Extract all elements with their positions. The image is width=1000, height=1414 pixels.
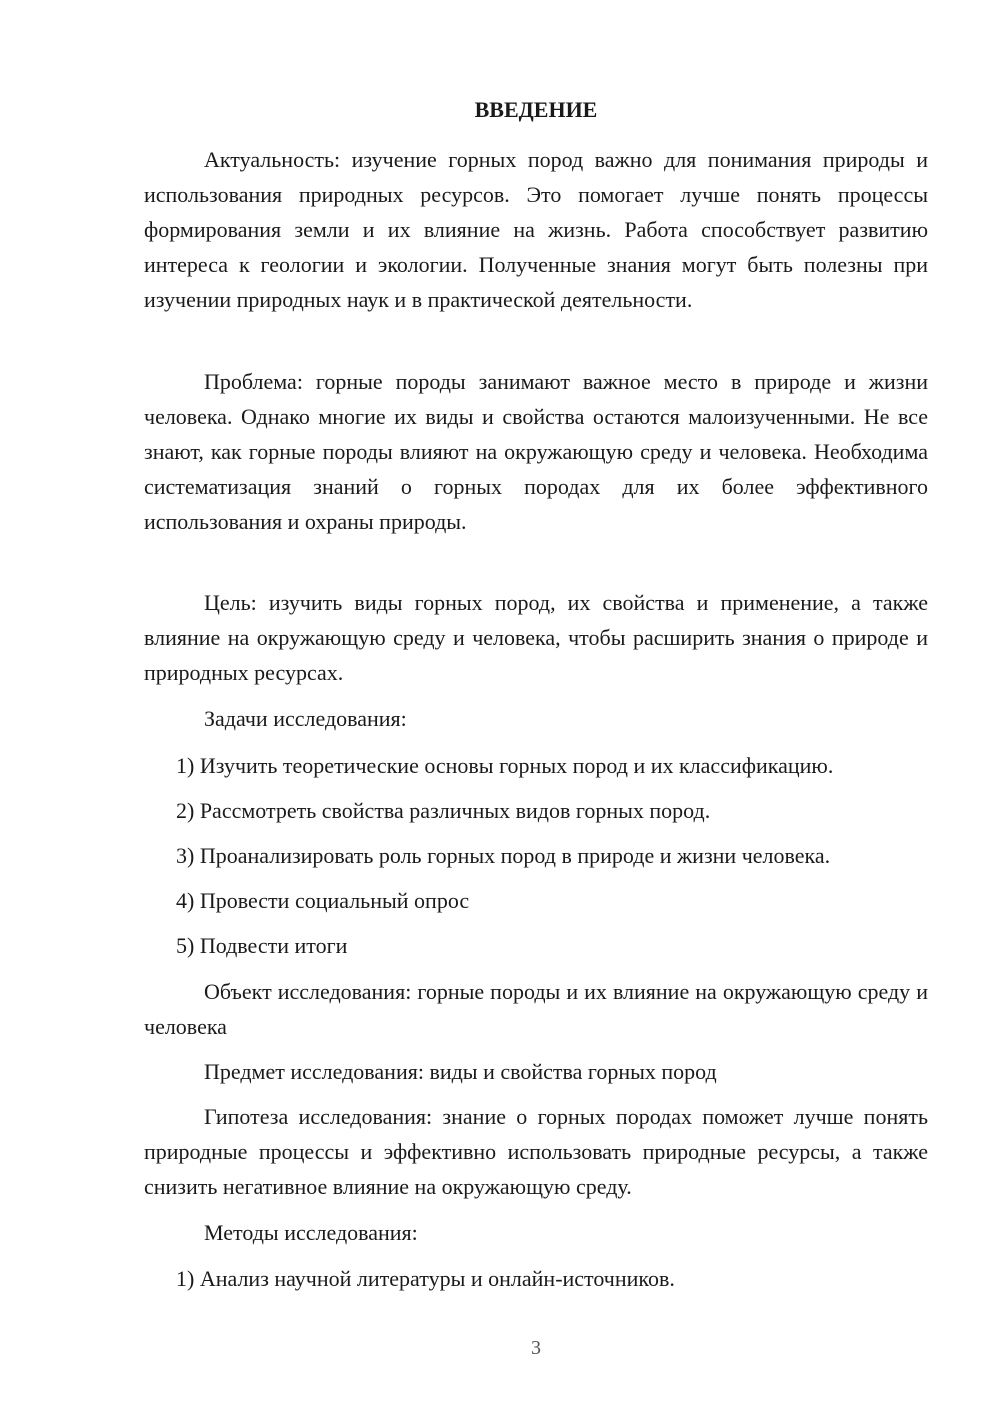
object-paragraph: Объект исследования: горные породы и их влияние на окружающую среду и человека [144, 979, 928, 1039]
methods-heading: Методы исследования: [204, 1220, 418, 1245]
problem-paragraph: Проблема: горные породы занимают важное место в природе и жизни человека. Однако многие их виды и свойства остаются малоизученными. Не все знают, как горные породы влияют на окружающую среду и человека. Необходима систематизация знаний о горных породах для их более эффективного использования и охраны природы. [144, 369, 928, 534]
method-item-1: 1) Анализ научной литературы и онлайн-источников. [176, 1266, 675, 1291]
task-item-4: 4) Провести социальный опрос [176, 888, 470, 913]
page-number: 3 [531, 1337, 541, 1359]
task-item-3: 3) Проанализировать роль горных пород в природе и жизни человека. [176, 843, 831, 868]
hypothesis-paragraph: Гипотеза исследования: знание о горных породах поможет лучше понять природные процессы и эффективно использовать природные ресурсы, а также снизить негативное влияние на окружающую среду. [144, 1104, 928, 1199]
task-item-2: 2) Рассмотреть свойства различных видов горных пород. [176, 798, 711, 823]
goal-paragraph: Цель: изучить виды горных пород, их свойства и применение, а также влияние на окружающую среду и человека, чтобы расширить знания о природе и природных ресурсах. [144, 590, 928, 685]
subject-paragraph: Предмет исследования: виды и свойства горных пород [204, 1059, 717, 1084]
task-item-5: 5) Подвести итоги [176, 933, 348, 958]
page-title: ВВЕДЕНИЕ [474, 97, 598, 122]
task-item-1: 1) Изучить теоретические основы горных пород и их классификацию. [176, 753, 834, 778]
relevance-paragraph: Актуальность: изучение горных пород важно для понимания природы и использования природных ресурсов. Это помогает лучше понять процессы формирования земли и их влияние на жизнь. Работа способствует развитию интереса к геологии и экологии. Полученные знания могут быть полезны при изучении природных наук и в практической деятельности. [144, 147, 928, 312]
tasks-heading: Задачи исследования: [204, 706, 407, 731]
